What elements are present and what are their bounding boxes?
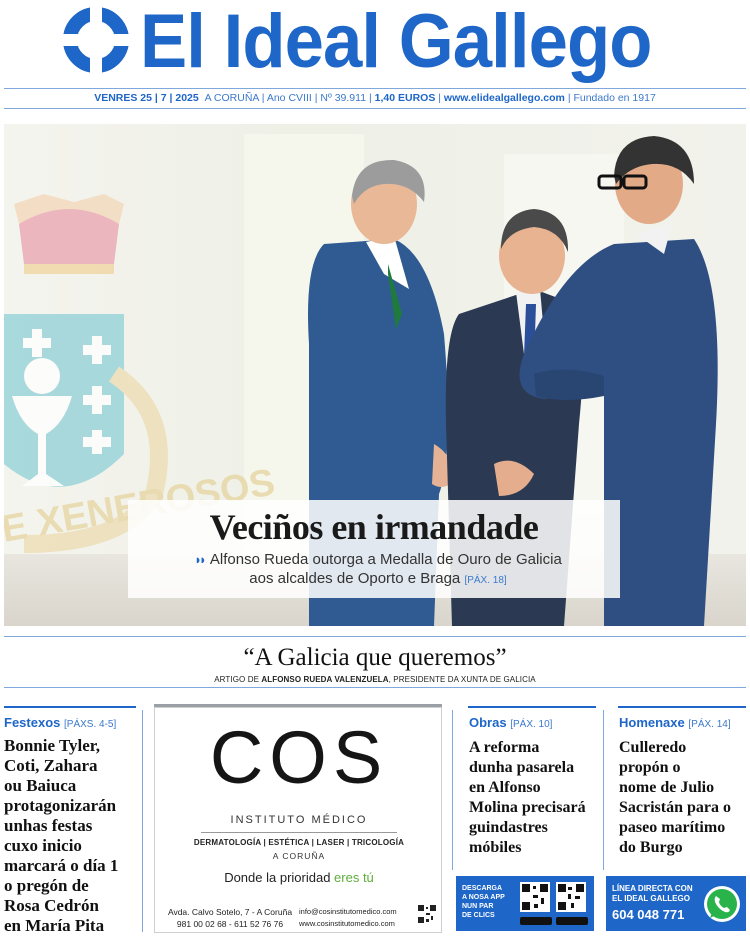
qr-code-icon[interactable] bbox=[417, 904, 437, 924]
divider bbox=[4, 687, 746, 688]
section-page-ref: [PÁXS. 4-5] bbox=[64, 719, 117, 730]
story-line: guindastres bbox=[469, 819, 548, 836]
subhead-line1: Alfonso Rueda outorga a Medalla de Ouro de Galicia bbox=[209, 551, 562, 568]
section-festexos[interactable] bbox=[4, 715, 116, 730]
credit-name: ALFONSO RUEDA VALENZUELA bbox=[261, 675, 389, 684]
story-line: en Alfonso bbox=[469, 779, 541, 796]
story-line: A reforma bbox=[469, 739, 540, 756]
opinion-quote[interactable]: “A Galicia que queremos” bbox=[243, 644, 507, 671]
story-line: Rosa Cedrón bbox=[4, 896, 99, 915]
story-homenaxe[interactable] bbox=[619, 738, 749, 858]
cos-ad[interactable] bbox=[154, 707, 442, 933]
story-line: Bonnie Tyler, bbox=[4, 736, 101, 755]
ad-slogan bbox=[155, 870, 443, 885]
story-line: marcará o día 1 bbox=[4, 856, 119, 875]
app-promo-line: A NOSA APP bbox=[462, 894, 505, 901]
section-label: Homenaxe bbox=[619, 715, 685, 730]
story-line: Molina precisará bbox=[469, 799, 586, 816]
hotline-number[interactable]: 604 048 771 bbox=[612, 907, 685, 922]
ad-logo: COS bbox=[209, 716, 389, 799]
divider bbox=[4, 636, 746, 637]
story-line: nome de Julio bbox=[619, 779, 715, 796]
hotline-label-line: LÍNEA DIRECTA CON bbox=[612, 884, 693, 893]
story-festexos[interactable] bbox=[4, 736, 140, 936]
app-promo-line: DE CLICS bbox=[462, 912, 495, 919]
issue-price: 1,40 EUROS bbox=[374, 92, 436, 104]
column-divider bbox=[142, 710, 143, 932]
main-subhead bbox=[148, 550, 608, 590]
story-line: do Burgo bbox=[619, 839, 683, 856]
credit-prefix: ARTIGO DE bbox=[214, 675, 260, 684]
story-line: paseo marítimo bbox=[619, 819, 726, 836]
app-promo-text bbox=[462, 884, 514, 920]
story-line: ou Baiuca bbox=[4, 776, 77, 795]
ad-slogan-accent: eres tú bbox=[334, 870, 374, 885]
story-obras[interactable] bbox=[469, 738, 601, 858]
emblem-text: E bbox=[4, 505, 31, 551]
story-line: unhas festas bbox=[4, 816, 93, 835]
hotline-box[interactable] bbox=[606, 876, 746, 931]
hero-photo[interactable] bbox=[4, 124, 746, 626]
story-line: propón o bbox=[619, 759, 681, 776]
app-store-qr-icon[interactable] bbox=[556, 882, 586, 912]
issue-city: A CORUÑA bbox=[204, 92, 259, 104]
website-link[interactable]: www.elidealgallego.com bbox=[443, 92, 565, 104]
newspaper-title[interactable]: El Ideal Gallego bbox=[140, 0, 652, 84]
section-obras[interactable] bbox=[469, 715, 552, 730]
story-line: protagonizarán bbox=[4, 796, 117, 815]
story-line: dunha pasarela bbox=[469, 759, 575, 776]
story-line: en María Pita bbox=[4, 916, 105, 935]
section-rule bbox=[618, 706, 746, 708]
hotline-label bbox=[612, 884, 704, 904]
headline-box bbox=[128, 500, 620, 598]
ad-subtitle: INSTITUTO MÉDICO bbox=[230, 814, 368, 826]
ad-city: A CORUÑA bbox=[272, 851, 326, 861]
story-line: Culleredo bbox=[619, 739, 687, 756]
ad-address bbox=[161, 906, 299, 930]
issue-year: Ano CVIII bbox=[266, 92, 312, 104]
hotline-label-line: EL IDEAL GALLEGO bbox=[612, 894, 690, 903]
masthead bbox=[0, 0, 750, 88]
ad-email[interactable]: info@cosinstitutomedico.com bbox=[299, 907, 397, 916]
app-promo-line: NUN PAR bbox=[462, 903, 494, 910]
ad-phones: 981 00 02 68 - 611 52 76 76 bbox=[176, 919, 284, 929]
main-headline[interactable]: Veciños en irmandade bbox=[209, 507, 539, 547]
story-line: cuxo inicio bbox=[4, 836, 82, 855]
ad-address-line: Avda. Calvo Sotelo, 7 - A Coruña bbox=[167, 907, 293, 917]
issue-date: VENRES 25 | 7 | 2025 bbox=[94, 92, 199, 104]
google-play-badge-icon[interactable] bbox=[520, 917, 552, 925]
issue-number: Nº 39.911 bbox=[320, 92, 367, 104]
section-page-ref: [PÁX. 14] bbox=[688, 719, 731, 730]
app-download-promo[interactable] bbox=[456, 876, 594, 931]
story-line: Sacristán para o bbox=[619, 799, 731, 816]
google-play-qr-icon[interactable] bbox=[520, 882, 550, 912]
page-reference: [PÁX. 18] bbox=[464, 575, 507, 586]
double-arrow-icon: ◗◗ bbox=[194, 552, 204, 567]
story-line: móbiles bbox=[469, 839, 522, 856]
ad-divider bbox=[201, 832, 397, 833]
story-line: Coti, Zahara bbox=[4, 756, 98, 775]
ad-contact bbox=[299, 906, 417, 930]
app-promo-line: DESCARGA bbox=[462, 885, 503, 892]
founded-note: Fundado en 1917 bbox=[573, 92, 656, 104]
ad-slogan-prefix: Donde la prioridad bbox=[224, 870, 335, 885]
section-homenaxe[interactable] bbox=[619, 715, 731, 730]
ad-specialties: DERMATOLOGÍA | ESTÉTICA | LASER | TRICOLOGÍA bbox=[193, 838, 405, 847]
opinion-credit bbox=[0, 675, 750, 684]
column-divider bbox=[603, 710, 604, 870]
section-page-ref: [PÁX. 10] bbox=[510, 719, 553, 730]
section-label: Obras bbox=[469, 715, 507, 730]
whatsapp-icon[interactable] bbox=[702, 884, 742, 924]
section-rule bbox=[468, 706, 596, 708]
logo-icon bbox=[62, 6, 130, 74]
story-line: o pregón de bbox=[4, 876, 89, 895]
column-divider bbox=[452, 710, 453, 870]
subhead-line2: aos alcaldes de Oporto e Braga bbox=[249, 570, 461, 587]
issue-info-bar: VENRES 25 | 7 | 2025 A CORUÑA | Ano CVIII | Nº 39.911 | 1,40 EUROS | www.elidealgallego.com | Fundado en 1917 bbox=[4, 88, 746, 109]
section-label: Festexos bbox=[4, 715, 61, 730]
app-store-badge-icon[interactable] bbox=[556, 917, 588, 925]
credit-suffix: , PRESIDENTE DA XUNTA DE GALICIA bbox=[388, 675, 536, 684]
section-rule bbox=[4, 706, 136, 708]
ad-website[interactable]: www.cosinstitutomedico.com bbox=[299, 919, 395, 928]
